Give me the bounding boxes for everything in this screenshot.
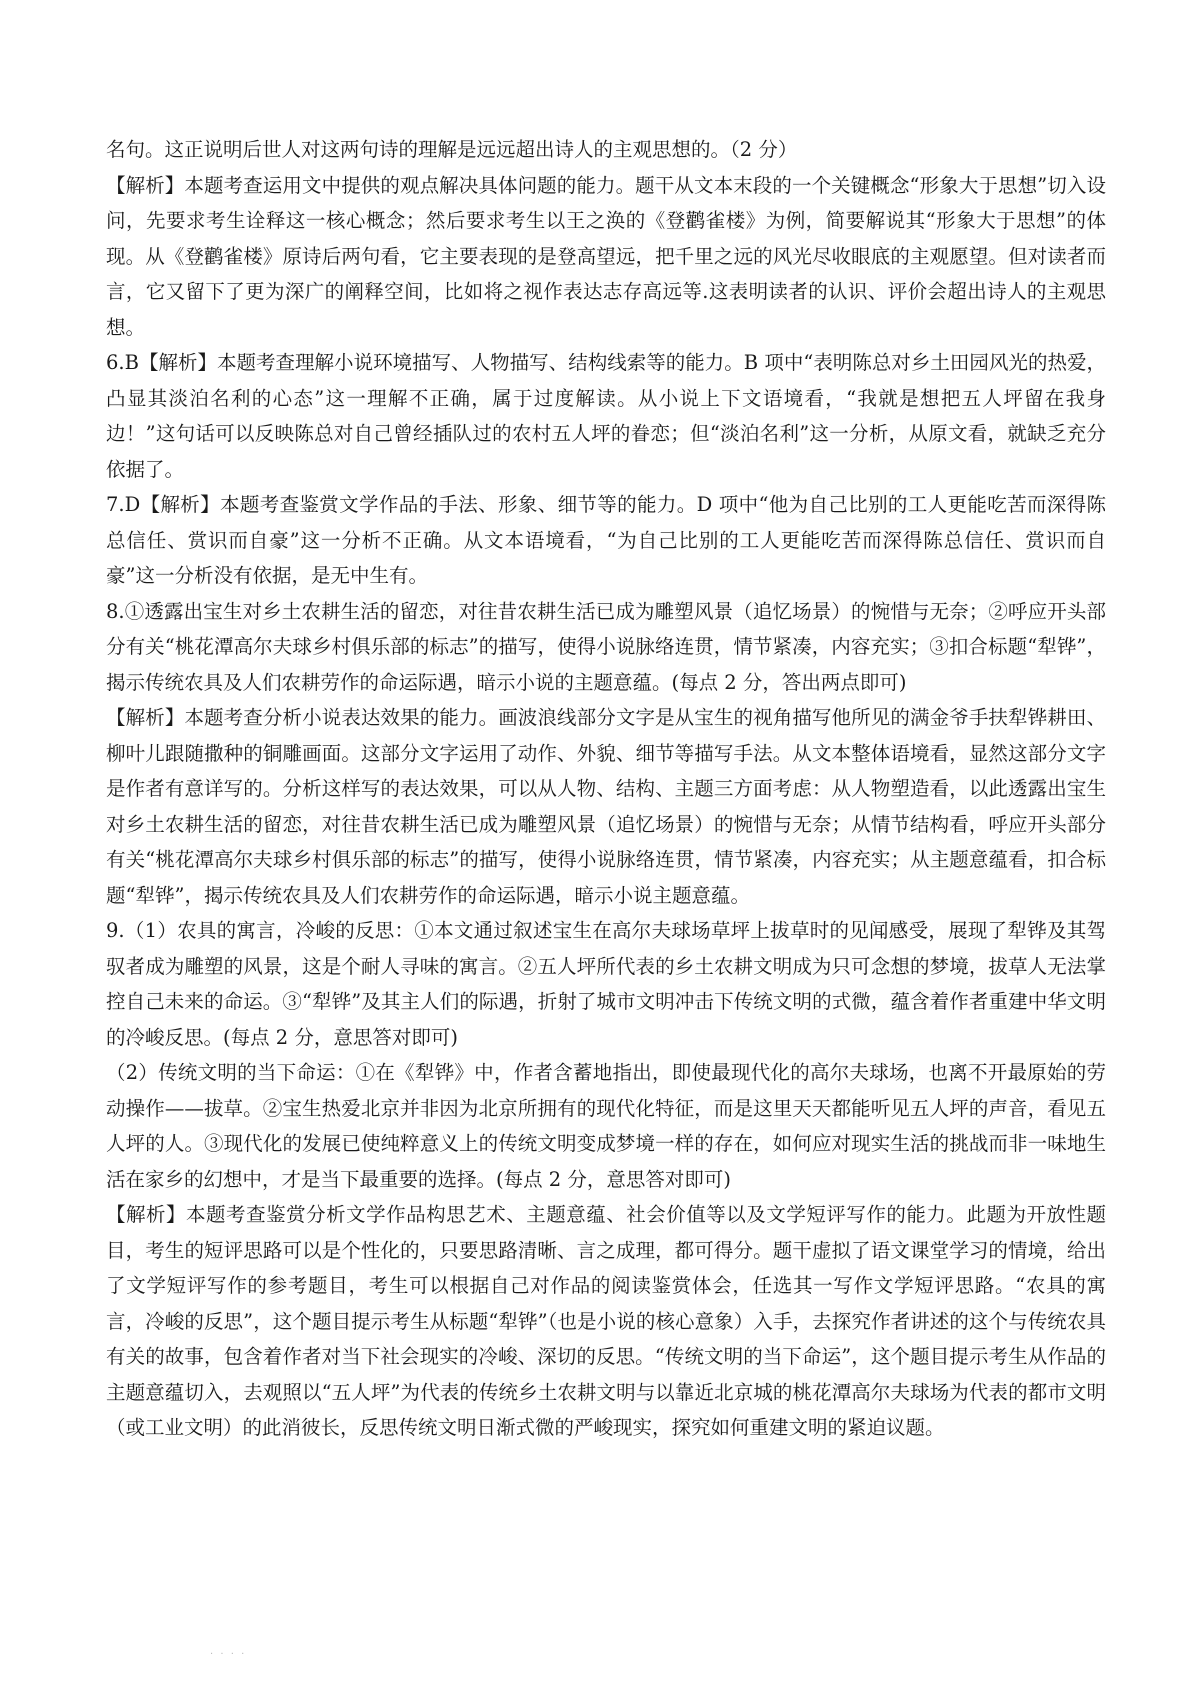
paragraph-q9-part1: 9.（1）农具的寓言，冷峻的反思：①本文通过叙述宝生在高尔夫球场草坪上拔草时的见闻感受，展现了犁铧及其驾驭者成为雕塑的风景，这是个耐人寻味的寓言。②五人坪所代表的乡土农耕文明成为只可念想的梦境，拔草人无法掌控自己未来的命运。③“犁铧”及其主人们的际遇，折射了城市文明冲击下传统文明的式微，蕴含着作者重建中华文明的冷峻反思。(每点 2 分，意思答对即可) — [106, 919, 1106, 1049]
paragraph-q9-part2: （2）传统文明的当下命运：①在《犁铧》中，作者含蓄地指出，即使最现代化的高尔夫球场，也离不开最原始的劳动操作——拔草。②宝生热爱北京并非因为北京所拥有的现代化特征，而是这里天天都能听见五人坪的声音，看见五人坪的人。③现代化的发展已使纯粹意义上的传统文明变成梦境一样的存在，如何应对现实生活的挑战而非一味地生活在家乡的幻想中，才是当下最重要的选择。(每点 2 分，意思答对即可) — [106, 1061, 1106, 1191]
paragraph-q8-answer: 8.①透露出宝生对乡土农耕生活的留恋，对往昔农耕生活已成为雕塑风景（追忆场景）的惋惜与无奈；②呼应开头部分有关“桃花潭高尔夫球乡村俱乐部的标志”的描写，使得小说脉络连贯，情节紧凑，内容充实；③扣合标题“犁铧”，揭示传统农具及人们农耕劳作的命运际遇，暗示小说的主题意蕴。(每点 2 分，答出两点即可) — [106, 599, 1106, 694]
paragraph-q6: 6.B【解析】本题考查理解小说环境描写、人物描写、结构线索等的能力。B 项中“表明陈总对乡土田园风光的热爱，凸显其淡泊名利的心态”这一理解不正确，属于过度解读。从小说上下文语境看，“我就是想把五人坪留在我身边！”这句话可以反映陈总对自己曾经插队过的农村五人坪的眷恋；但“淡泊名利”这一分析，从原文看，就缺乏充分依据了。 — [106, 351, 1106, 481]
paragraph-q5-answer-end: 名句。这正说明后世人对这两句诗的理解是远远超出诗人的主观思想的。（2 分） — [106, 138, 798, 161]
footer-mark: · · · · — [210, 1649, 247, 1660]
paragraph-q7: 7.D【解析】本题考查鉴赏文学作品的手法、形象、细节等的能力。D 项中“他为自己比别的工人更能吃苦而深得陈总信任、赏识而自豪”这一分析不正确。从文本语境看，“为自己比别的工人更能吃苦而深得陈总信任、赏识而自豪”这一分析没有依据，是无中生有。 — [106, 493, 1106, 587]
paragraph-q9-analysis: 【解析】本题考查鉴赏分析文学作品构思艺术、主题意蕴、社会价值等以及文学短评写作的能力。此题为开放性题目，考生的短评思路可以是个性化的，只要思路清晰、言之成理，都可得分。题干虚拟了语文课堂学习的情境，给出了文学短评写作的参考题目，考生可以根据自己对作品的阅读鉴赏体会，任选其一写作文学短评思路。“农具的寓言，冷峻的反思”，这个题目提示考生从标题“犁铧”（也是小说的核心意象）入手，去探究作者讲述的这个与传统农具有关的故事，包含着作者对当下社会现实的冷峻、深切的反思。“传统文明的当下命运”，这个题目提示考生从作品的主题意蕴切入，去观照以“五人坪”为代表的传统乡土农耕文明与以靠近北京城的桃花潭高尔夫球场为代表的都市文明（或工业文明）的此消彼长，反思传统文明日渐式微的严峻现实，探究如何重建文明的紧迫议题。 — [106, 1203, 1106, 1439]
paragraph-q5-analysis: 【解析】本题考查运用文中提供的观点解决具体问题的能力。题干从文本末段的一个关键概念“形象大于思想”切入设问，先要求考生诠释这一核心概念；然后要求考生以王之涣的《登鹳雀楼》为例，简要解说其“形象大于思想”的体现。从《登鹳雀楼》原诗后两句看，它主要表现的是登高望远，把千里之远的风光尽收眼底的主观愿望。但对读者而言，它又留下了更为深广的阐释空间，比如将之视作表达志存高远等.这表明读者的认识、评价会超出诗人的主观思想。 — [106, 173, 1106, 339]
paragraph-q8-analysis: 【解析】本题考查分析小说表达效果的能力。画波浪线部分文字是从宝生的视角描写他所见的满金爷手扶犁铧耕田、柳叶儿跟随撒种的铜雕画面。这部分文字运用了动作、外貌、细节等描写手法。从文本整体语境看，显然这部分文字是作者有意详写的。分析这样写的表达效果，可以从人物、结构、主题三方面考虑：从人物塑造看，以此透露出宝生对乡土农耕生活的留恋，对往昔农耕生活已成为雕塑风景（追忆场景）的惋惜与无奈；从情节结构看，呼应开头部分有关“桃花潭高尔夫球乡村俱乐部的标志”的描写，使得小说脉络连贯，情节紧凑，内容充实；从主题意蕴看，扣合标题“犁铧”，揭示传统农具及人们农耕劳作的命运际遇，暗示小说主题意蕴。 — [106, 706, 1106, 907]
document-body — [106, 132, 1106, 1446]
